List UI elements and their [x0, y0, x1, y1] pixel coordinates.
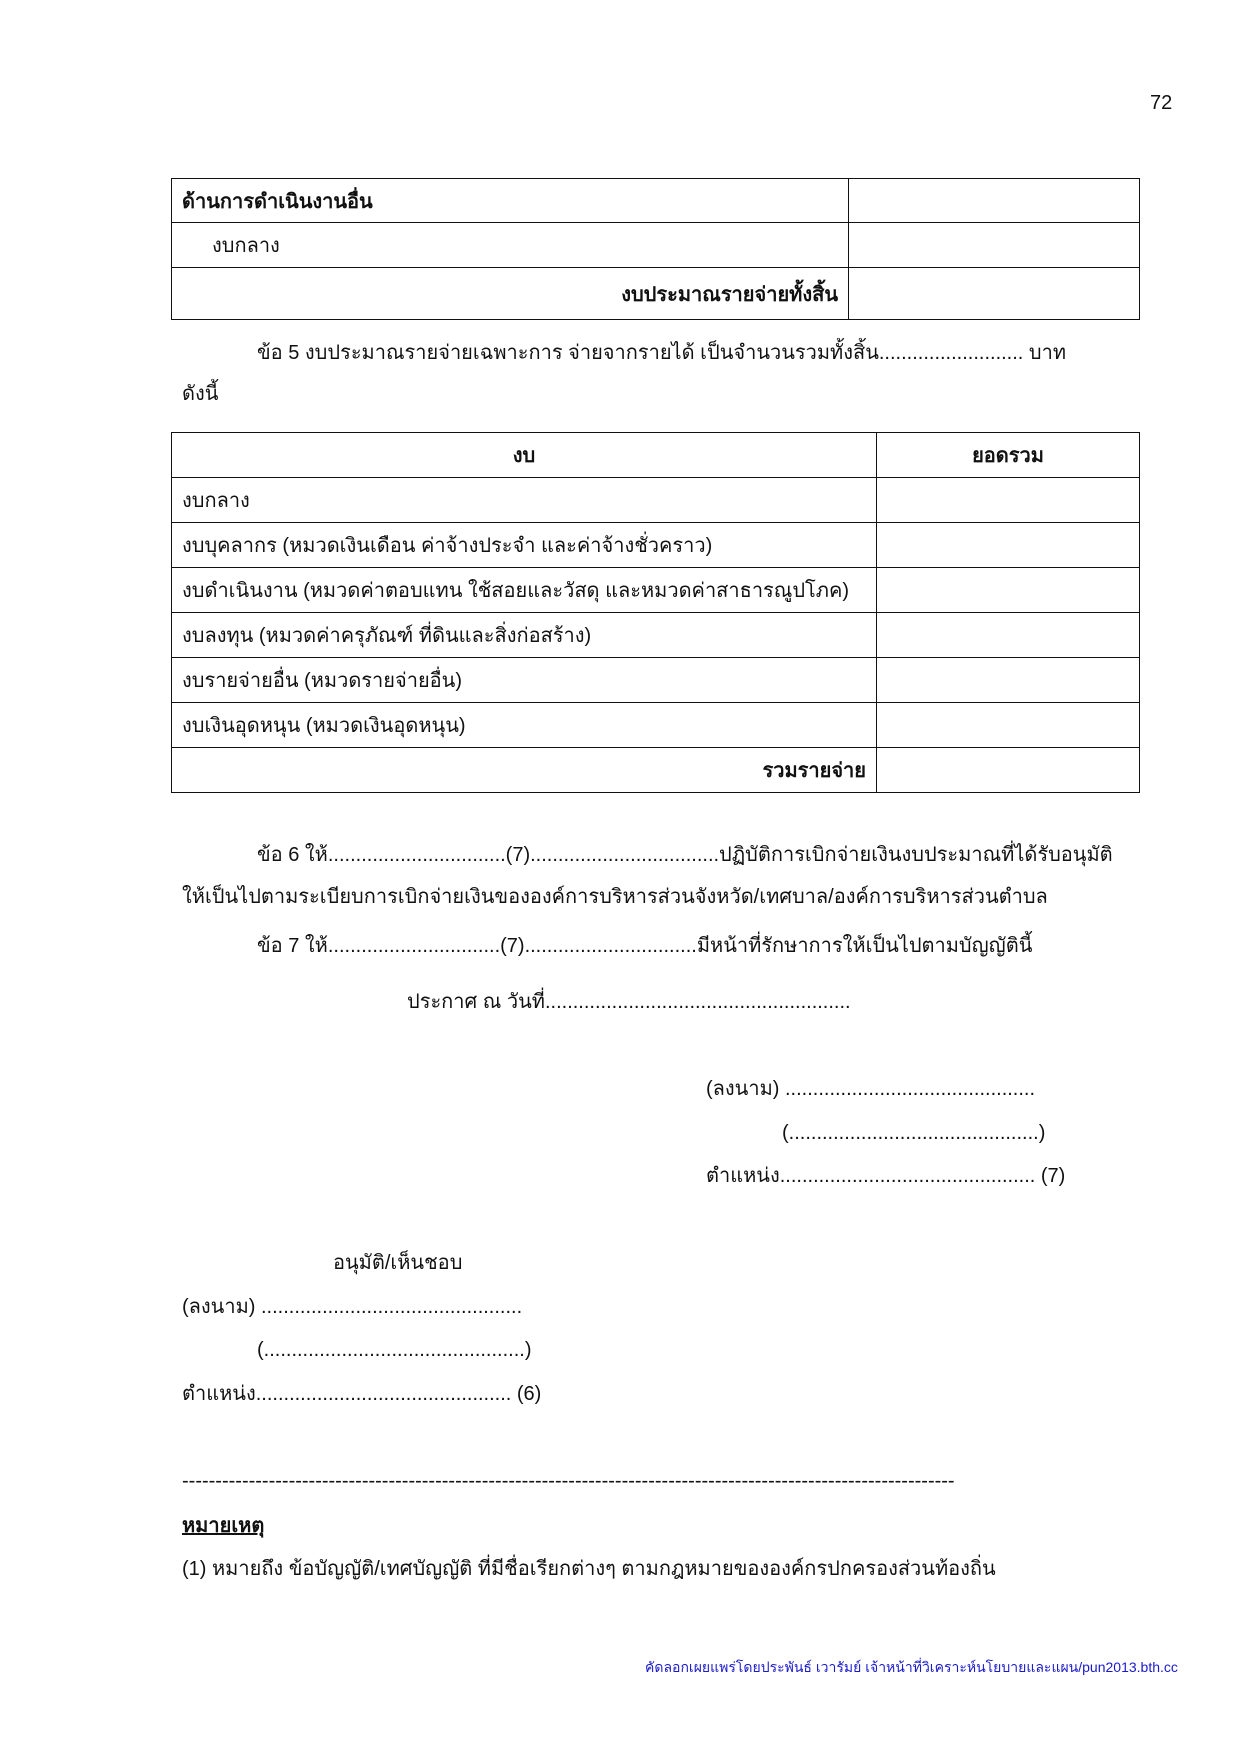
column-header: งบ [172, 433, 877, 478]
clause-5-line1: ข้อ 5 งบประมาณรายจ่ายเฉพาะการ จ่ายจากรายได้ เป็นจำนวนรวมทั้งสิ้น.......................... บาท [257, 342, 1067, 364]
approval-title: อนุมัติ/เห็นชอบ [333, 1252, 463, 1274]
row-value [877, 523, 1140, 568]
clause-6-line1: ข้อ 6 ให้................................(7)..................................ปฏิบัติการเบิกจ่ายเงินงบประมาณที่ได้รับอนุมัติ [257, 844, 1113, 866]
footer-credit: คัดลอกเผยแพร่โดยประพันธ์ เวารัมย์ เจ้าหน้าที่วิเคราะห์นโยบายและแผน/pun2013.bth.cc [645, 1659, 1178, 1675]
row-value [849, 223, 1140, 268]
note-item: (1) หมายถึง ข้อบัญญัติ/เทศบัญญัติ ที่มีชื่อเรียกต่างๆ ตามกฎหมายขององค์กรปกครองส่วนท้องถิ่น [182, 1558, 996, 1580]
row-label: งบบุคลากร (หมวดเงินเดือน ค่าจ้างประจำ และค่าจ้างชั่วคราว) [172, 523, 877, 568]
row-label: งบรายจ่ายอื่น (หมวดรายจ่ายอื่น) [172, 658, 877, 703]
row-value [877, 568, 1140, 613]
row-label: งบลงทุน (หมวดค่าครุภัณฑ์ ที่ดินและสิ่งก่อสร้าง) [172, 613, 877, 658]
table-row [172, 478, 1140, 523]
table-row [172, 703, 1140, 748]
table-row [172, 268, 1140, 320]
signature-name: (.............................................) [782, 1122, 1046, 1144]
total-label: รวมรายจ่าย [172, 748, 877, 793]
row-value [877, 478, 1140, 523]
approval-position: ตำแหน่ง.............................................. (6) [182, 1383, 542, 1405]
row-label: งบกลาง [172, 223, 849, 268]
row-value [877, 658, 1140, 703]
signature-position: ตำแหน่ง.............................................. (7) [706, 1165, 1066, 1187]
budget-summary-table [171, 178, 1140, 320]
row-value [877, 703, 1140, 748]
page-number: 72 [1150, 92, 1173, 114]
table-row [172, 568, 1140, 613]
announcement-date: ประกาศ ณ วันที่....................................................... [407, 991, 851, 1013]
clause-7: ข้อ 7 ให้...............................(7)...............................มีหน้าที่รักษาการให้เป็นไปตามบัญญัตินี้ [257, 935, 1033, 957]
notes-heading: หมายเหตุ [182, 1515, 265, 1537]
table-total-row [172, 748, 1140, 793]
row-label: งบดำเนินงาน (หมวดค่าตอบแทน ใช้สอยและวัสดุ และหมวดค่าสาธารณูปโภค) [172, 568, 877, 613]
specific-budget-table [171, 432, 1140, 793]
divider: -------------------------------------------------------------------------------------------------------------------- [182, 1471, 955, 1491]
table-row [172, 658, 1140, 703]
row-value [849, 179, 1140, 223]
total-value [877, 748, 1140, 793]
row-label: ด้านการดำเนินงานอื่น [172, 179, 849, 223]
row-label: งบประมาณรายจ่ายทั้งสิ้น [172, 268, 849, 320]
row-label: งบเงินอุดหนุน (หมวดเงินอุดหนุน) [172, 703, 877, 748]
table-row [172, 613, 1140, 658]
row-value [849, 268, 1140, 320]
approval-name: (...............................................) [257, 1339, 532, 1361]
column-header: ยอดรวม [877, 433, 1140, 478]
row-value [877, 613, 1140, 658]
row-label: งบกลาง [172, 478, 877, 523]
table-row [172, 523, 1140, 568]
table-row [172, 179, 1140, 223]
table-header-row [172, 433, 1140, 478]
clause-6-line2: ให้เป็นไปตามระเบียบการเบิกจ่ายเงินขององค์การบริหารส่วนจังหวัด/เทศบาล/องค์การบริหารส่วนตำบล [182, 886, 1048, 908]
signature-line: (ลงนาม) ............................................. [706, 1078, 1036, 1100]
table-row [172, 223, 1140, 268]
approval-signature-line: (ลงนาม) ............................................... [182, 1296, 523, 1318]
clause-5-line2: ดังนี้ [182, 383, 219, 405]
